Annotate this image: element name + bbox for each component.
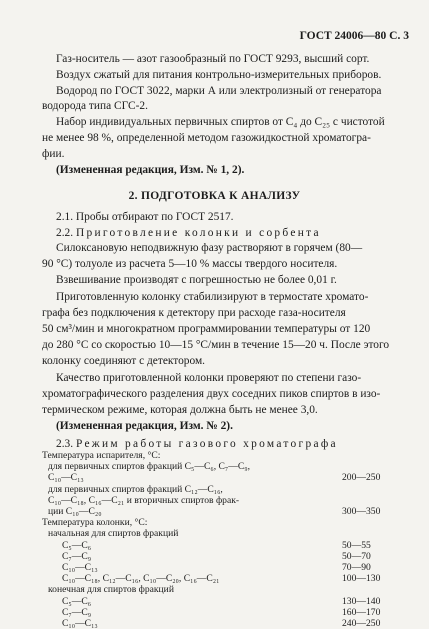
regime-label: C₁₀—C₁₃ bbox=[62, 618, 98, 629]
regime-row bbox=[42, 461, 392, 472]
regime-label: C₇—C₉ bbox=[62, 606, 92, 618]
regime-label: C₁₀—C₁₃ bbox=[48, 472, 84, 484]
regime-value: 240—250 bbox=[342, 618, 381, 629]
clause-2-2-heading: Приготовление колонки и сорбента bbox=[75, 227, 321, 239]
section-heading: 2. ПОДГОТОВКА К АНАЛИЗУ bbox=[128, 190, 301, 202]
regime-row bbox=[42, 517, 392, 528]
weighing-line: Взвешивание производят с погрешностью не более 0,01 г. bbox=[56, 274, 337, 286]
regime-label: C₅—C₆ bbox=[62, 595, 92, 607]
regime-row bbox=[42, 584, 392, 595]
edition-note-1: (Измененная редакция, Изм. № 1, 2). bbox=[56, 164, 245, 176]
alcohols-set-line-3: фии. bbox=[42, 148, 65, 160]
hydrogen-line-2: водорода типа СГС-2. bbox=[42, 100, 148, 112]
regime-row bbox=[42, 484, 392, 495]
page-header: ГОСТ 24006—80 С. 3 bbox=[299, 30, 409, 42]
regime-row bbox=[42, 506, 392, 517]
regime-row bbox=[42, 618, 392, 629]
regime-label: для первичных спиртов фракций C₁₂—C₁₆, bbox=[48, 483, 223, 495]
regime-row bbox=[42, 596, 392, 607]
quality-line-1: Качество приготовленной колонки проверяют по степени газо- bbox=[56, 372, 362, 384]
alcohols-set-line-1: Набор индивидуальных первичных спиртов от C₄ до C₂₅ с чистотой bbox=[56, 116, 385, 128]
regime-row bbox=[42, 551, 392, 562]
column-line-2: графа без подключения к детектору при расходе газа-носителя bbox=[42, 307, 346, 319]
regime-value: 100—130 bbox=[342, 573, 381, 585]
clause-2-2-number: 2.2. bbox=[56, 227, 74, 239]
regime-row bbox=[42, 472, 392, 483]
regime-row bbox=[42, 450, 392, 461]
silicone-line-2: 90 °С) толуоле из расчета 5—10 % массы твердого носителя. bbox=[42, 258, 338, 270]
regime-label: конечная для спиртов фракций bbox=[48, 584, 174, 596]
regime-label: ции C₁₀—C₂₀ bbox=[48, 506, 102, 517]
regime-label: C₁₀—C₁₈, C₁₆—C₂₁ и вторичных спиртов фрак- bbox=[48, 494, 240, 506]
regime-value: 160—170 bbox=[342, 606, 381, 618]
clause-2-3-number: 2.3. bbox=[56, 438, 74, 450]
column-line-5: колонку соединяют с детектором. bbox=[42, 355, 206, 367]
clause-2-1: 2.1. Пробы отбирают по ГОСТ 2517. bbox=[56, 211, 234, 223]
regime-row bbox=[42, 607, 392, 618]
regime-label: для первичных спиртов фракций C₅—C₆, C₇—C₉, bbox=[48, 461, 251, 473]
column-line-4: до 280 °С со скоростью 10—15 °С/мин в течение 15—20 ч. После этого bbox=[42, 339, 390, 351]
regime-label: Температура испарителя, °С: bbox=[42, 450, 161, 461]
compressed-air-line: Воздух сжатый для питания контрольно-измерительных приборов. bbox=[56, 69, 382, 81]
clause-2-2-title bbox=[42, 226, 392, 242]
regime-label: C₁₀—C₁₈, C₁₂—C₁₆, C₁₀—C₂₀, C₁₆—C₂₁ bbox=[62, 573, 220, 585]
regime-value: 300—350 bbox=[342, 506, 381, 517]
regime-row bbox=[42, 562, 392, 573]
regime-label: начальная для спиртов фракций bbox=[48, 528, 179, 540]
regime-label: C₅—C₆ bbox=[62, 539, 92, 551]
quality-line-2: хроматографического разделения двух соседних пиков спиртов в изо- bbox=[42, 388, 381, 400]
hydrogen-line-1: Водород по ГОСТ 3022, марки А или электролизный от генератора bbox=[56, 85, 382, 97]
regime-value: 130—140 bbox=[342, 595, 381, 607]
regime-label: C₁₀—C₁₃ bbox=[62, 562, 98, 573]
regime-row bbox=[42, 495, 392, 506]
alcohols-set-line-2: не менее 98 %, определенной методом газожидкостной хроматогра- bbox=[42, 132, 371, 144]
column-line-3: 50 см³/мин и многократном программировании температуры от 120 bbox=[42, 323, 371, 335]
silicone-line-1: Силоксановую неподвижную фазу растворяют в горячем (80— bbox=[56, 242, 363, 254]
edition-note-2: (Измененная редакция, Изм. № 2). bbox=[56, 420, 233, 432]
regime-value: 50—55 bbox=[342, 539, 371, 551]
regime-value: 50—70 bbox=[342, 550, 371, 562]
regime-label: C₇—C₉ bbox=[62, 550, 92, 562]
carrier-gas-line: Газ-носитель — азот газообразный по ГОСТ 9293, высший сорт. bbox=[56, 53, 370, 65]
regime-row bbox=[42, 528, 392, 539]
regime-value: 200—250 bbox=[342, 472, 381, 484]
regime-value: 70—90 bbox=[342, 562, 371, 573]
clause-2-3-heading: Режим работы газового хроматографа bbox=[75, 438, 338, 450]
regime-label: Температура колонки, °С: bbox=[42, 517, 148, 529]
regime-row bbox=[42, 573, 392, 584]
regime-row bbox=[42, 540, 392, 551]
column-line-1: Приготовленную колонку стабилизируют в термостате хромато- bbox=[56, 291, 369, 303]
quality-line-3: термическом режиме, которая должна быть не менее 3,0. bbox=[42, 404, 318, 416]
